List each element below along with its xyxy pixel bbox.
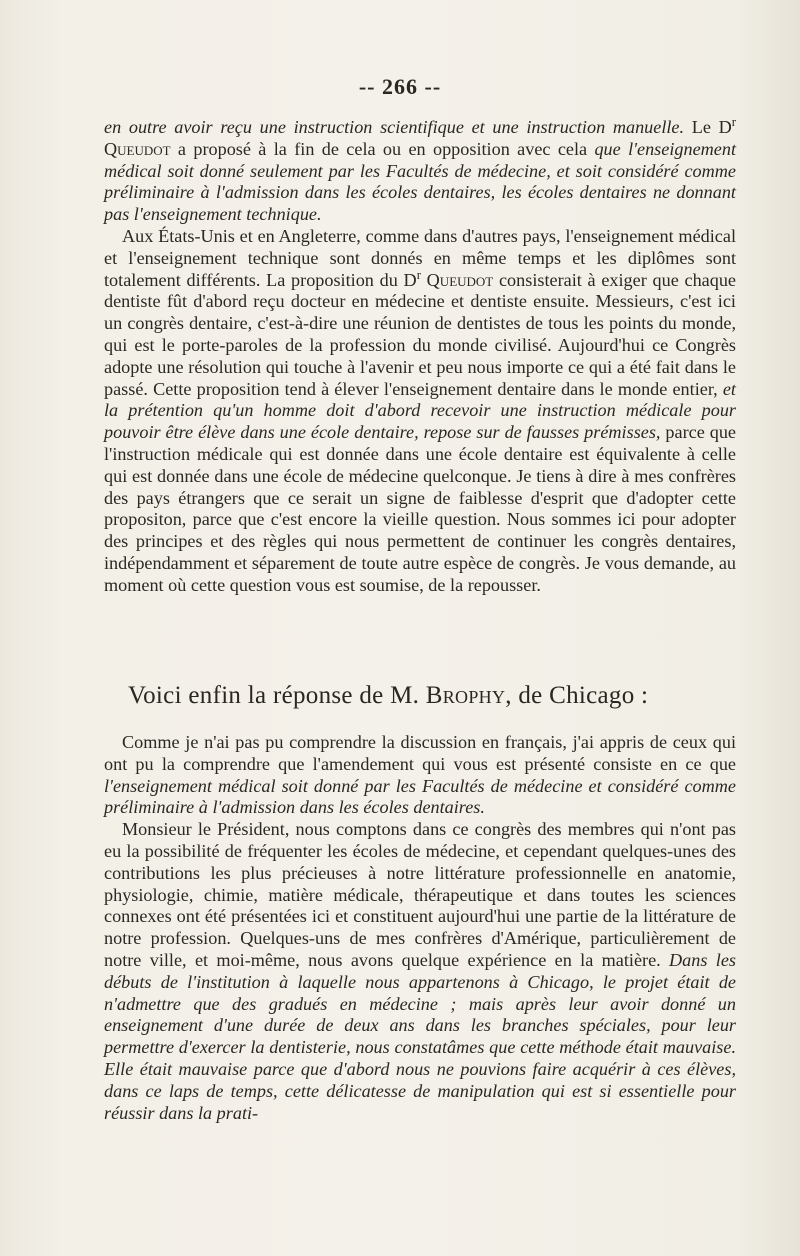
p1-italic-b: que l'enseignement médical soit donné seulement par les Facultés de médecine, et soit considéré comme préliminaire à l'admission dans les écoles dentaires, les écoles dentaires ne donnant pas l'enseignement technique. bbox=[104, 138, 736, 225]
paragraph-2 bbox=[104, 226, 736, 597]
p2-text-b: consisterait à exiger que chaque dentiste fût d'abord reçu docteur en médecine et dentiste ensuite. Messieurs, c'est ici un congrès dentaire, c'est-à-dire une réunion de dentistes de tous les points du monde, qui est le porte-paroles de la profession du monde civilisé. Aujourd'hui ce Congrès adopte une résolution qui touche à l'avenir et peu nous importe ce qui a été fait dans le passé. Cette proposition tend à élever l'enseignement dentaire dans le monde entier, bbox=[104, 269, 737, 399]
p2-text-a: Aux États-Unis et en Angleterre, comme dans d'autres pays, l'enseignement médical et l'enseignement technique sont donnés en même temps et les diplômes sont totalement différents. La proposition du D bbox=[104, 225, 736, 290]
paragraph-4 bbox=[104, 819, 736, 1124]
p3-text: Comme je n'ai pas pu comprendre la discussion en français, j'ai appris de ceux qui ont pu la comprendre que l'amendement qui vous est présenté consiste en ce que bbox=[104, 732, 736, 774]
p2-sup: r bbox=[416, 267, 421, 282]
p2-italic: et la prétention qu'un homme doit d'abord recevoir une instruction médicale pour pouvoir être élève dans une école dentaire, repose sur de fausses prémisses, bbox=[104, 378, 736, 443]
p4-italic: Dans les débuts de l'institution à laquelle nous appartenons à Chicago, le projet était de n'admettre que des gradués en médecine ; mais après leur avoir donné un enseignement d'une durée de deux ans dans les branches spéciales, pour leur permettre d'exercer la dentisterie, nous constatâmes que cette méthode était mauvaise. Elle était mauvaise parce que d'abord nous ne pouvions faire acquérir à ces élèves, dans ce laps de temps, cette délicatesse de manipulation qui est si essentielle pour réussir dans la prati- bbox=[104, 949, 737, 1123]
p3-italic: l'enseignement médical soit donné par les Facultés de médecine et considéré comme préliminaire à l'admission dans les écoles dentaires. bbox=[104, 775, 736, 818]
heading-prefix: Voici enfin la réponse de M. bbox=[128, 682, 426, 709]
paragraph-3 bbox=[104, 732, 736, 819]
p1-name-queudot: Queudot bbox=[104, 138, 171, 159]
p1-sup: r bbox=[731, 114, 736, 129]
heading-suffix: , de Chicago : bbox=[505, 682, 649, 709]
p4-text: Monsieur le Président, nous comptons dans ce congrès des membres qui n'ont pas eu la possibilité de fréquenter les écoles de médecine, et cependant quelques-unes des contributions les plus précieuses à notre littérature professionnelle en anatomie, physiologie, chimie, matière médicale, thérapeutique et dans toutes les sciences connexes ont été présentées ici et constituent aujourd'hui une partie de la littérature de notre profession. Quelques-uns de mes confrères d'Amérique, particulièrement de notre ville, et moi-même, nous avons quelque expérience en la matière. bbox=[104, 819, 736, 970]
p2-text-c: parce que l'instruction médicale qui est donnée dans une école dentaire est équivalente à celle qui est donnée dans une école de médecine quelconque. Je tiens à dire à mes confrères des pays étrangers que ce serait un signe de faiblesse d'esprit que d'adopter cette propositon, parce que c'est encore la vieille question. Nous sommes ici pour adopter des principes et des règles qui nous permettent de continuer les congrès dentaires, indépendamment et séparement de toute autre espèce de congrès. Je vous demande, au moment où cette question vous est soumise, de la repousser. bbox=[104, 422, 736, 595]
section-heading bbox=[128, 680, 736, 712]
heading-name-brophy: Brophy bbox=[425, 682, 506, 709]
p2-name-queudot: Queudot bbox=[426, 269, 494, 290]
p1-text-a: Le D bbox=[684, 117, 732, 137]
paragraph-1 bbox=[104, 114, 736, 226]
text-block-top bbox=[104, 114, 737, 597]
p1-text-b: a proposé à la fin de cela ou en opposition avec cela bbox=[170, 138, 595, 159]
p1-italic-a: en outre avoir reçu une instruction scientifique et une instruction manuelle. bbox=[104, 117, 685, 137]
page-number: -- 266 -- bbox=[358, 74, 442, 99]
text-block-bottom bbox=[104, 732, 736, 1124]
